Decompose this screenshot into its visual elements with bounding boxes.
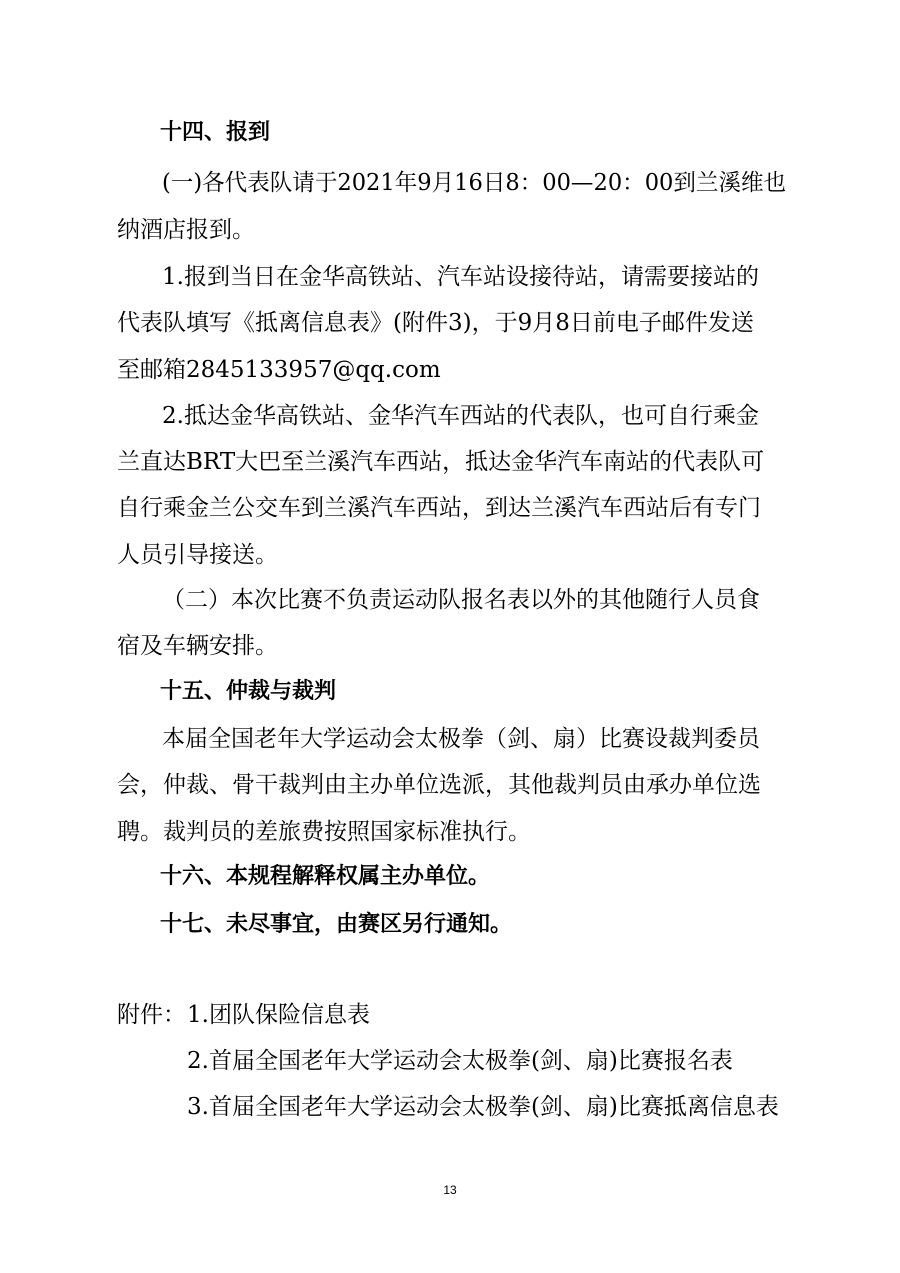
sec14-p2-line-3: 至邮箱2845133957@qq.com	[117, 357, 441, 383]
page-number: 13	[443, 1183, 457, 1197]
sec14-p4-line-2: 宿及车辆安排。	[117, 633, 278, 659]
sec14-p4-line-1: （二）本次比赛不负责运动队报名表以外的其他随行人员食	[162, 587, 760, 613]
sec15-p1-line-2: 会，仲裁、骨干裁判由主办单位选派，其他裁判员由承办单位选	[117, 772, 761, 798]
section-17-heading: 十七、未尽事宜，由赛区另行通知。	[160, 912, 513, 937]
sec15-p1-line-1: 本届全国老年大学运动会太极拳（剑、扇）比赛设裁判委员	[162, 726, 760, 752]
sec14-p1-line-1: (一)各代表队请于2021年9月16日8：00—20：00到兰溪维也	[162, 170, 787, 196]
sec14-p3-line-3: 自行乘金兰公交车到兰溪汽车西站，到达兰溪汽车西站后有专门	[117, 495, 761, 521]
section-14-heading: 十四、报到	[160, 120, 271, 145]
sec15-p1-line-3: 聘。裁判员的差旅费按照国家标准执行。	[117, 819, 531, 845]
attachment-item-2: 2.首届全国老年大学运动会太极拳(剑、扇)比赛报名表	[187, 1048, 733, 1074]
attachments-label: 附件：	[117, 1002, 186, 1028]
sec14-p2-line-2: 代表队填写《抵离信息表》(附件3)，于9月8日前电子邮件发送	[117, 310, 754, 336]
sec14-p1-line-2: 纳酒店报到。	[117, 217, 255, 243]
sec14-p3-line-1: 2.抵达金华高铁站、金华汽车西站的代表队，也可自行乘金	[162, 403, 759, 429]
sec14-p3-line-4: 人员引导接送。	[117, 542, 278, 568]
section-15-heading: 十五、仲裁与裁判	[160, 679, 337, 704]
attachment-item-1: 1.团队保险信息表	[187, 1002, 370, 1028]
sec14-p2-line-1: 1.报到当日在金华高铁站、汽车站设接待站，请需要接站的	[162, 264, 759, 290]
section-16-heading: 十六、本规程解释权属主办单位。	[160, 864, 491, 889]
sec14-p3-line-2: 兰直达BRT大巴至兰溪汽车西站，抵达金华汽车南站的代表队可	[117, 449, 765, 475]
attachment-item-3: 3.首届全国老年大学运动会太极拳(剑、扇)比赛抵离信息表	[187, 1094, 779, 1120]
